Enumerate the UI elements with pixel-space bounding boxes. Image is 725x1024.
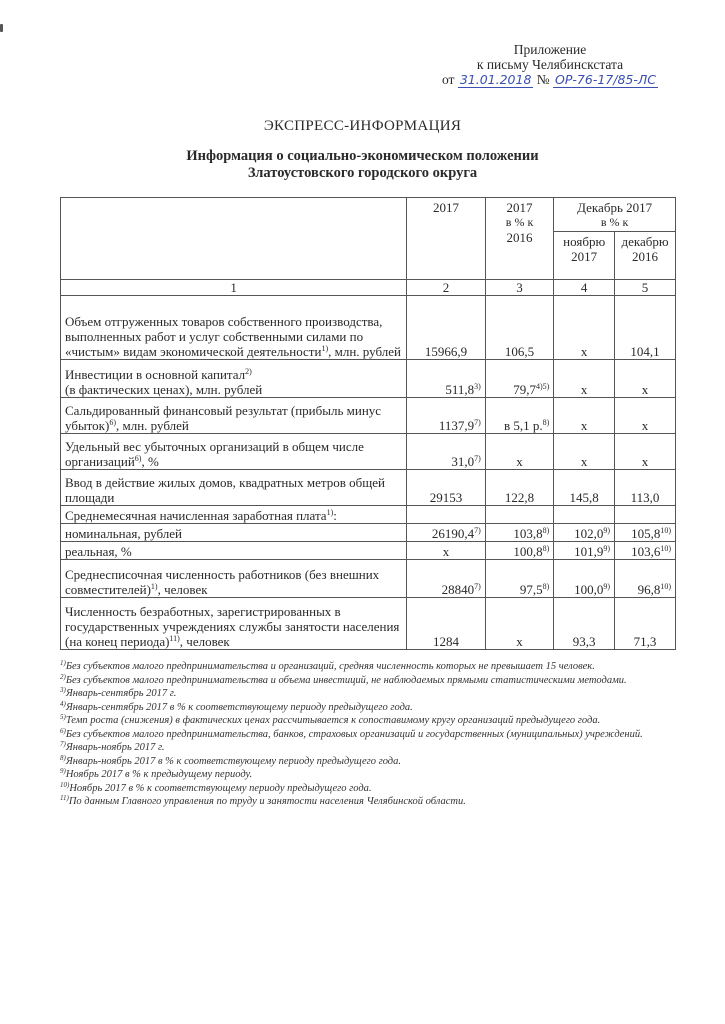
- table-row: [61, 542, 676, 560]
- row-label: Численность безработных, зарегистрированных в государственных учреждениях службы занятости населения (на конец периода)$^{11)}$, человек: [61, 598, 407, 650]
- table-row: [61, 434, 676, 470]
- footnote: $^{3)}$Январь-сентябрь 2017 г.: [60, 686, 177, 699]
- cell-2017: 29153: [407, 470, 486, 506]
- cell-2017-vs-2016: $79,7^{4)5)}$: [485, 360, 554, 398]
- appendix-line-2: к письму Челябинскстата: [476, 57, 624, 72]
- from-prefix: от: [441, 72, 455, 87]
- footnote: $^{5)}$Темп роста (снижения) в фактических ценах рассчитывается к сопоставимому кругу организаций предыдущего года.: [60, 713, 601, 726]
- header-col-2017-vs-2016: 2017 в % к 2016: [485, 198, 554, 280]
- table-row: [61, 296, 676, 360]
- footnote: $^{9)}$Ноябрь 2017 в % к предыдущему периоду.: [60, 767, 253, 780]
- cell-2017-vs-2016: [485, 506, 554, 524]
- footnote: $^{2)}$Без субъектов малого предпринимательства и объема инвестиций, не наблюдаемых прямыми статистическими методами.: [60, 672, 627, 686]
- header-col-nov-2017: ноябрю 2017: [554, 232, 615, 280]
- cell-2017: 1284: [407, 598, 486, 650]
- row-label: номинальная, рублей: [61, 524, 407, 542]
- table-row: [61, 524, 676, 542]
- cell-2017-vs-2016: 100,8$^{8)}$: [485, 542, 554, 560]
- cell-vs-dec-2016: 104,1: [615, 296, 676, 360]
- cell-vs-nov-2017: x: [554, 296, 615, 360]
- footnote: $^{10)}$Ноябрь 2017 в % к соответствующему периоду предыдущего года.: [60, 780, 372, 794]
- header-col-2017: 2017: [407, 198, 486, 280]
- footnotes: [60, 660, 680, 809]
- footnote: $^{8)}$Январь-ноябрь 2017 в % к соответствующему периоду предыдущего года.: [60, 753, 401, 767]
- cell-vs-dec-2016: 113,0: [615, 470, 676, 506]
- cell-vs-nov-2017: 102,0$^{9)}$: [554, 524, 615, 542]
- cell-2017-vs-2016: 106,5: [485, 296, 554, 360]
- cell-2017: 15966,9: [407, 296, 486, 360]
- letter-date: 31.01.2018: [459, 72, 532, 87]
- express-title: ЭКСПРЕСС-ИНФОРМАЦИЯ: [263, 118, 462, 134]
- cell-vs-dec-2016: x: [615, 398, 676, 434]
- cell-vs-dec-2016: x: [615, 434, 676, 470]
- footnote: $^{4)}$Январь-сентябрь 2017 в % к соответствующему периоду предыдущего года.: [60, 699, 413, 713]
- cell-vs-nov-2017: [554, 506, 615, 524]
- cell-2017-vs-2016: в 5,1 р.$^{8)}$: [485, 398, 554, 434]
- cell-2017: 511,8$^{3)}$: [407, 360, 486, 398]
- cell-vs-nov-2017: 93,3: [554, 598, 615, 650]
- cell-2017-vs-2016: 122,8: [485, 470, 554, 506]
- cell-vs-nov-2017: x: [554, 360, 615, 398]
- header-row: [61, 198, 676, 232]
- appendix-header: [400, 42, 700, 87]
- statistics-table: [60, 197, 676, 650]
- row-label: Среднесписочная численность работников (без внешних совместителей)$^{1)}$, человек: [61, 560, 407, 598]
- cell-vs-dec-2016: 71,3: [615, 598, 676, 650]
- cell-2017-vs-2016: 103,8$^{8)}$: [485, 524, 554, 542]
- table-row: [61, 398, 676, 434]
- row-label: Ввод в действие жилых домов, квадратных метров общей площади: [61, 470, 407, 506]
- cell-2017-vs-2016: 97,5$^{8)}$: [485, 560, 554, 598]
- row-label: Удельный вес убыточных организаций в общем числе организаций$^{6)}$, %: [61, 434, 407, 470]
- header-col-dec-2016: декабрю 2016: [615, 232, 676, 280]
- letter-reference: [400, 72, 700, 87]
- table-row: [61, 598, 676, 650]
- column-index-row: 1 2 3 4 5: [61, 280, 676, 296]
- row-label: Среднемесячная начисленная заработная плата$^{1)}$:: [61, 506, 407, 524]
- row-label: Объем отгруженных товаров собственного производства, выполненных работ и услуг собственными силами по «чистым» видам экономической деятельности$^{1)}$, млн. рублей: [61, 296, 407, 360]
- cell-vs-dec-2016: 105,8$^{10)}$: [615, 524, 676, 542]
- title-line-2: Златоустовского городского округа: [247, 165, 478, 181]
- cell-vs-dec-2016: [615, 506, 676, 524]
- table-row: [61, 360, 676, 398]
- header-group-december: Декабрь 2017 в % к: [554, 198, 676, 232]
- number-prefix: №: [536, 72, 550, 87]
- cell-vs-nov-2017: x: [554, 434, 615, 470]
- row-label: реальная, %: [61, 542, 407, 560]
- header-indicator: [61, 198, 407, 280]
- cell-vs-nov-2017: x: [554, 398, 615, 434]
- table-row: [61, 470, 676, 506]
- cell-vs-dec-2016: 103,6$^{10)}$: [615, 542, 676, 560]
- cell-2017: x: [407, 542, 486, 560]
- cell-2017: 1137,9$^{7)}$: [407, 398, 486, 434]
- table-row: [61, 506, 676, 524]
- footnote: $^{11)}$По данным Главного управления по труду и занятости населения Челябинской области.: [60, 794, 466, 807]
- footnote: $^{1)}$Без субъектов малого предпринимательства и организаций, средняя численность которых не превышает 15 человек.: [60, 659, 595, 672]
- cell-vs-nov-2017: 145,8: [554, 470, 615, 506]
- title-line-1: Информация о социально-экономическом положении: [186, 148, 539, 164]
- appendix-line-1: Приложение: [513, 42, 587, 57]
- scan-artifact-mark: [0, 24, 3, 32]
- cell-vs-dec-2016: 96,8$^{10)}$: [615, 560, 676, 598]
- cell-2017: 28840$^{7)}$: [407, 560, 486, 598]
- table-row: [61, 560, 676, 598]
- cell-vs-nov-2017: 100,0$^{9)}$: [554, 560, 615, 598]
- document-title: [0, 148, 725, 182]
- cell-2017: 26190,4$^{7)}$: [407, 524, 486, 542]
- cell-2017-vs-2016: x: [485, 434, 554, 470]
- cell-2017: 31,0$^{7)}$: [407, 434, 486, 470]
- row-label: Сальдированный финансовый результат (прибыль минус убыток)$^{6)}$, млн. рублей: [61, 398, 407, 434]
- cell-2017: [407, 506, 486, 524]
- footnote: $^{6)}$Без субъектов малого предпринимательства, банков, страховых организаций и государственных (муниципальных) учреждений.: [60, 726, 643, 740]
- cell-vs-dec-2016: x: [615, 360, 676, 398]
- row-label: Инвестиции в основной капитал$^{2)}$ (в фактических ценах), млн. рублей: [61, 360, 407, 398]
- letter-number: ОР-76-17/85-ЛС: [555, 72, 657, 87]
- footnote: $^{7)}$Январь-ноябрь 2017 г.: [60, 740, 165, 753]
- cell-2017-vs-2016: x: [485, 598, 554, 650]
- cell-vs-nov-2017: 101,9$^{9)}$: [554, 542, 615, 560]
